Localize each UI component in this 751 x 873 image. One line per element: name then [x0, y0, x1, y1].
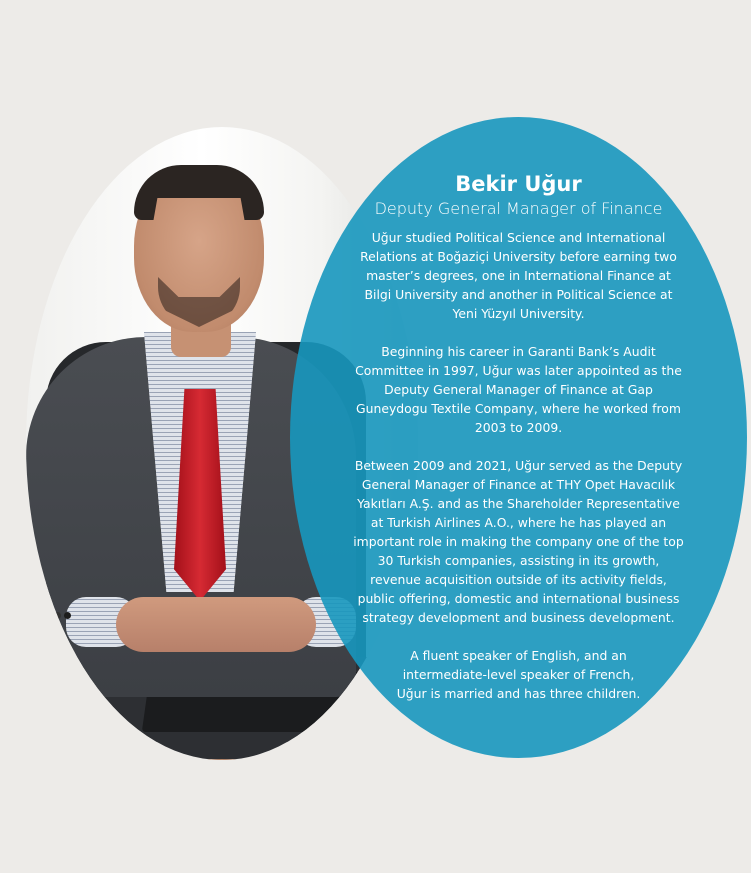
bio-paragraph-early-career: Beginning his career in Garanti Bank’s Audit Committee in 1997, Uğur was later appointed as the Deputy General Manager of Finance at Gap Guneydogu Textile Company, where he worked from 2003 to 2009.	[355, 344, 682, 435]
person-title: Deputy General Manager of Finance	[374, 199, 663, 218]
bio-paragraph-personal: A fluent speaker of English, and an intermediate-level speaker of French, Uğur is married and has three children.	[396, 648, 641, 701]
bio-paragraph-education: Uğur studied Political Science and International Relations at Boğaziçi University before earning two master’s degrees, one in International Finance at Bilgi University and another in Political Science at Yeni Yüzyıl University.	[360, 230, 677, 321]
person-name: Bekir Uğur	[455, 172, 582, 196]
bio-paragraph-thy-career: Between 2009 and 2021, Uğur served as the Deputy General Manager of Finance at THY Opet Havacılık Yakıtları A.Ş. and as the Shareholder Representative at Turkish Airlines A.O., where he has played an important role in making the company one of the top 30 Turkish companies, assisting in its growth, revenue acquisition outside of its activity fields, public offering, domestic and international business strategy development and business development.	[353, 458, 684, 625]
bio-content	[320, 170, 717, 722]
folded-hands	[116, 597, 316, 652]
pens	[44, 612, 74, 628]
desk-edge	[26, 759, 418, 760]
